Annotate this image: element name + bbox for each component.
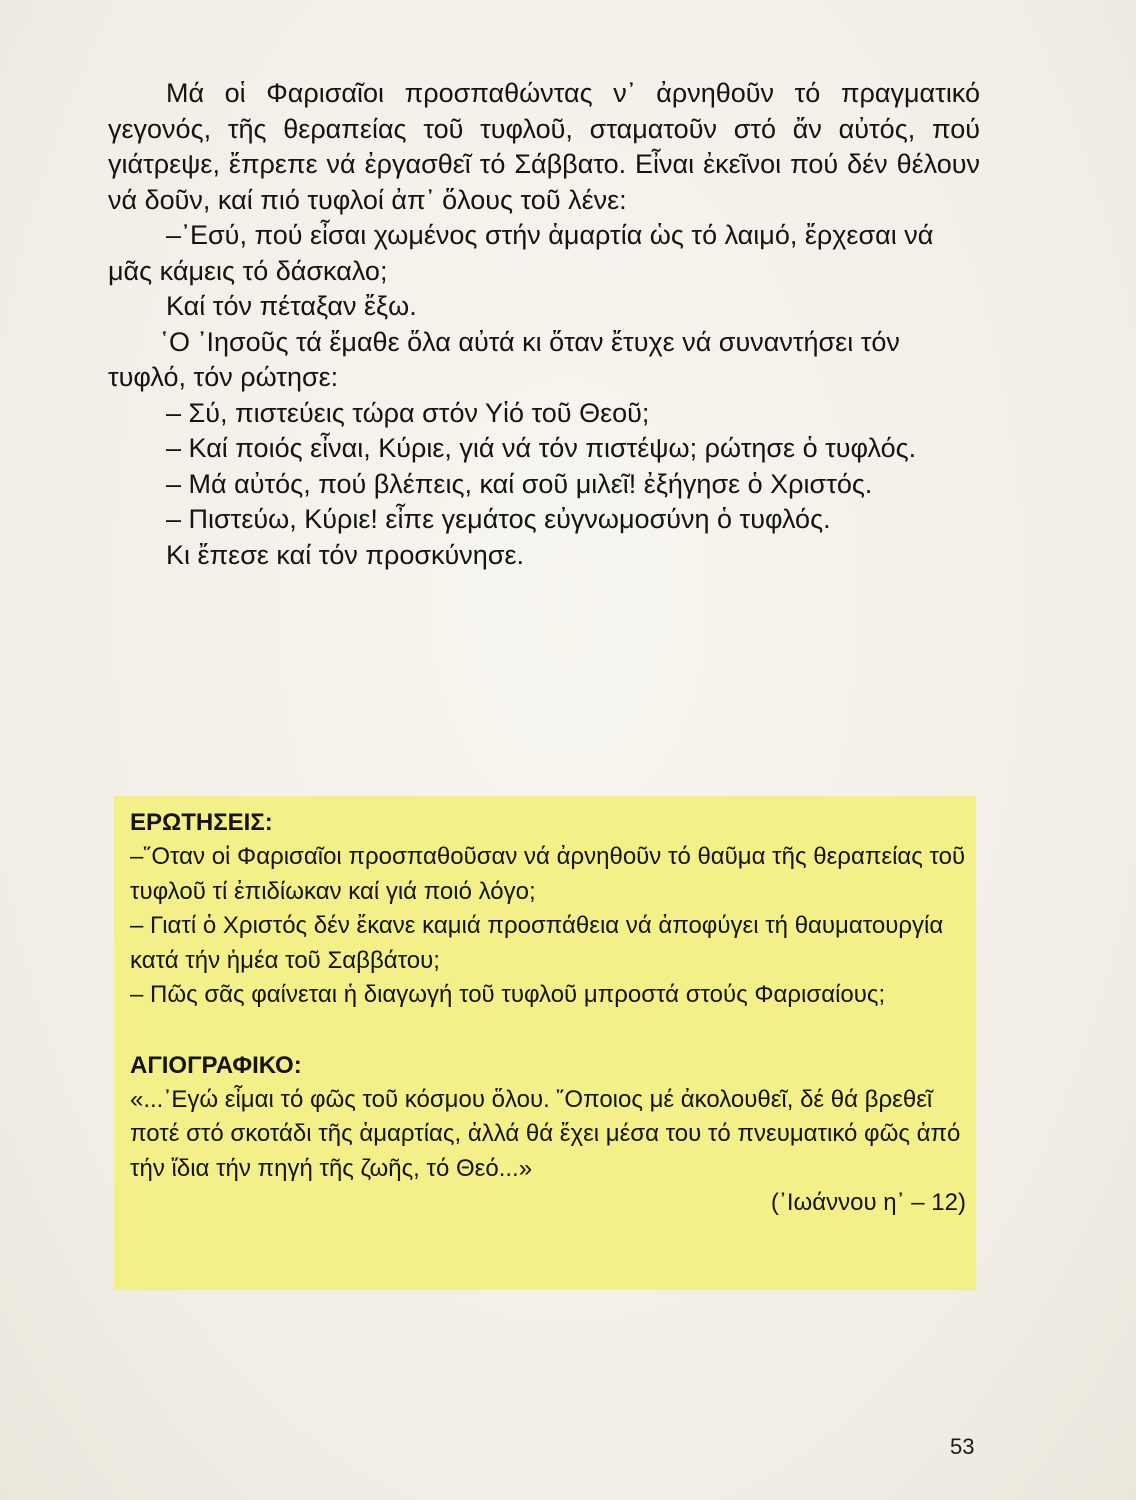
hagiography-heading: ΑΓΙΟΓΡΑΦΙΚΟ: (130, 1051, 302, 1079)
question-item: –῞Οταν οἱ Φαρισαῖοι προσπαθοῦσαν νά ἀρνηθοῦν τό θαῦμα τῆς θεραπείας τοῦ τυφλοῦ τί ἐπιδίωκαν καί γιά ποιό λόγο; (130, 843, 966, 905)
paragraph-jesus-meets: ῾Ο ᾿Ιησοῦς τά ἔμαθε ὅλα αὐτά κι ὅταν ἔτυχε νά συναντήσει τόν τυφλό, τόν ρώτησε: (108, 326, 900, 392)
paragraph-worship: Κι ἔπεσε καί τόν προσκύνησε. (166, 539, 525, 570)
questions-box (114, 796, 976, 1290)
dialogue-line: – Πιστεύω, Κύριε! εἶπε γεμάτος εὐγνωμοσύνη ὁ τυφλός. (166, 504, 831, 534)
question-item: – Πῶς σᾶς φαίνεται ἡ διαγωγή τοῦ τυφλοῦ μπροστά στούς Φαρισαίους; (130, 981, 886, 1008)
paragraph-pharisees: Μά οἱ Φαρισαῖοι προσπαθώντας ν᾿ ἀρνηθοῦν τό πραγματικό γεγονός, τῆς θεραπείας τοῦ τυφλοῦ, σταματοῦν στό ἄν αὐτός, πού γιάτρεψε, ἔπρεπε νά ἐργασθεῖ τό Σάββατο. Εἶναι ἐκεῖνοι πού δέν θέλουν νά δοῦν, καί πιό τυφλοί ἀπ᾿ ὅλους τοῦ λένε: (108, 78, 980, 215)
dialogue-line: – Μά αὐτός, πού βλέπεις, καί σοῦ μιλεῖ! ἐξήγησε ὁ Χριστός. (166, 468, 873, 499)
page-number: 53 (950, 1434, 975, 1459)
dialogue-line: – Καί ποιός εἶναι, Κύριε, γιά νά τόν πιστέψω; ρώτησε ὁ τυφλός. (166, 433, 917, 463)
hagiography-reference: (᾿Ιωάννου η᾿ – 12) (770, 1189, 966, 1216)
dialogue-line: – Σύ, πιστεύεις τώρα στόν Υἱό τοῦ Θεοῦ; (166, 397, 650, 428)
questions-box-content (130, 806, 966, 1221)
hagiography-quote: «...᾿Εγώ εἶμαι τό φῶς τοῦ κόσμου ὅλου. ῞Οποιος μέ ἀκολουθεῖ, δέ θά βρεθεῖ ποτέ στό σκοτάδι τῆς ἁμαρτίας, ἀλλά θά ἔχει μέσα του τό πνευματικό φῶς ἀπό τήν ἴδια τήν πηγή τῆς ζωῆς, τό Θεό...» (130, 1085, 961, 1182)
spacer (130, 1013, 966, 1049)
paragraph-accusation: –᾿Εσύ, πού εἶσαι χωμένος στήν ἁμαρτία ὡς τό λαιμό, ἔρχεσαι νά μᾶς κάμεις τό δάσκαλο; (108, 220, 934, 286)
question-item: – Γιατί ὁ Χριστός δέν ἔκανε καμιά προσπάθεια νά ἀποφύγει τή θαυματουργία κατά τήν ἡμέα τοῦ Σαββάτου; (130, 912, 944, 974)
main-text (108, 76, 980, 573)
paragraph-cast-out: Καί τόν πέταξαν ἔξω. (166, 291, 417, 321)
questions-heading: ΕΡΩΤΗΣΕΙΣ: (130, 809, 273, 836)
